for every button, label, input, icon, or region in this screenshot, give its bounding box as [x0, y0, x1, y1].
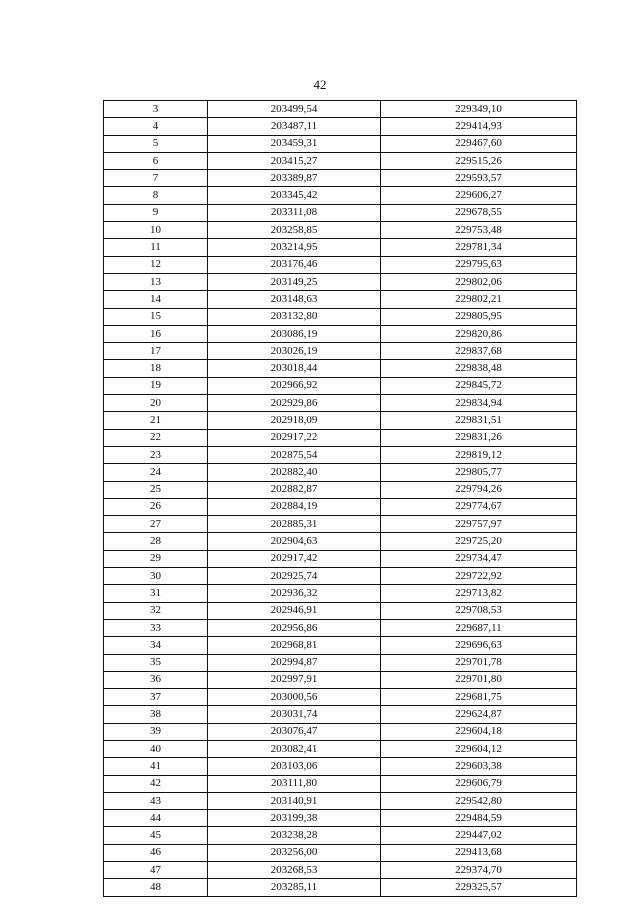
x-coordinate-cell: 203345,42: [208, 187, 381, 204]
table-row: [104, 758, 577, 775]
table-row: [104, 395, 577, 412]
table-row: [104, 844, 577, 861]
table-row: [104, 810, 577, 827]
point-number-cell: 31: [104, 585, 208, 602]
point-number-cell: 14: [104, 291, 208, 308]
point-number-cell: 27: [104, 516, 208, 533]
table-row: [104, 862, 577, 879]
table-row: [104, 706, 577, 723]
x-coordinate-cell: 202882,40: [208, 464, 381, 481]
x-coordinate-cell: 203389,87: [208, 170, 381, 187]
x-coordinate-cell: 203076,47: [208, 723, 381, 740]
y-coordinate-cell: 229819,12: [381, 446, 577, 463]
table-row: [104, 654, 577, 671]
x-coordinate-cell: 203459,31: [208, 135, 381, 152]
table-row: [104, 101, 577, 118]
table-row: [104, 135, 577, 152]
point-number-cell: 12: [104, 256, 208, 273]
table-row: [104, 619, 577, 636]
point-number-cell: 36: [104, 671, 208, 688]
point-number-cell: 26: [104, 498, 208, 515]
point-number-cell: 5: [104, 135, 208, 152]
table-row: [104, 429, 577, 446]
table-row: [104, 671, 577, 688]
x-coordinate-cell: 202946,91: [208, 602, 381, 619]
x-coordinate-cell: 203415,27: [208, 152, 381, 169]
table-row: [104, 204, 577, 221]
point-number-cell: 21: [104, 412, 208, 429]
table-row: [104, 637, 577, 654]
x-coordinate-cell: 203111,80: [208, 775, 381, 792]
y-coordinate-cell: 229678,55: [381, 204, 577, 221]
point-number-cell: 33: [104, 619, 208, 636]
x-coordinate-cell: 203258,85: [208, 222, 381, 239]
table-row: [104, 377, 577, 394]
x-coordinate-cell: 203000,56: [208, 689, 381, 706]
x-coordinate-cell: 203026,19: [208, 343, 381, 360]
x-coordinate-cell: 203238,28: [208, 827, 381, 844]
point-number-cell: 17: [104, 343, 208, 360]
x-coordinate-cell: 203285,11: [208, 879, 381, 896]
x-coordinate-cell: 202956,86: [208, 619, 381, 636]
point-number-cell: 15: [104, 308, 208, 325]
coordinates-table: [103, 100, 577, 897]
y-coordinate-cell: 229774,67: [381, 498, 577, 515]
y-coordinate-cell: 229701,80: [381, 671, 577, 688]
table-row: [104, 170, 577, 187]
point-number-cell: 18: [104, 360, 208, 377]
y-coordinate-cell: 229805,77: [381, 464, 577, 481]
table-row: [104, 446, 577, 463]
y-coordinate-cell: 229845,72: [381, 377, 577, 394]
y-coordinate-cell: 229805,95: [381, 308, 577, 325]
x-coordinate-cell: 202917,42: [208, 550, 381, 567]
point-number-cell: 29: [104, 550, 208, 567]
point-number-cell: 7: [104, 170, 208, 187]
point-number-cell: 24: [104, 464, 208, 481]
x-coordinate-cell: 203082,41: [208, 740, 381, 757]
x-coordinate-cell: 202997,91: [208, 671, 381, 688]
x-coordinate-cell: 202929,86: [208, 395, 381, 412]
y-coordinate-cell: 229834,94: [381, 395, 577, 412]
x-coordinate-cell: 202994,87: [208, 654, 381, 671]
point-number-cell: 16: [104, 325, 208, 342]
y-coordinate-cell: 229467,60: [381, 135, 577, 152]
y-coordinate-cell: 229603,38: [381, 758, 577, 775]
point-number-cell: 20: [104, 395, 208, 412]
y-coordinate-cell: 229413,68: [381, 844, 577, 861]
page-number: 42: [313, 77, 327, 92]
point-number-cell: 6: [104, 152, 208, 169]
x-coordinate-cell: 203148,63: [208, 291, 381, 308]
x-coordinate-cell: 202936,32: [208, 585, 381, 602]
x-coordinate-cell: 203031,74: [208, 706, 381, 723]
table-row: [104, 291, 577, 308]
y-coordinate-cell: 229593,57: [381, 170, 577, 187]
point-number-cell: 23: [104, 446, 208, 463]
y-coordinate-cell: 229820,86: [381, 325, 577, 342]
y-coordinate-cell: 229802,21: [381, 291, 577, 308]
table-row: [104, 585, 577, 602]
y-coordinate-cell: 229447,02: [381, 827, 577, 844]
y-coordinate-cell: 229831,26: [381, 429, 577, 446]
table-row: [104, 325, 577, 342]
table-row: [104, 481, 577, 498]
point-number-cell: 8: [104, 187, 208, 204]
table-row: [104, 533, 577, 550]
coordinates-table-body: [104, 101, 577, 897]
y-coordinate-cell: 229542,80: [381, 792, 577, 809]
point-number-cell: 41: [104, 758, 208, 775]
y-coordinate-cell: 229604,18: [381, 723, 577, 740]
x-coordinate-cell: 202925,74: [208, 568, 381, 585]
y-coordinate-cell: 229757,97: [381, 516, 577, 533]
x-coordinate-cell: 203214,95: [208, 239, 381, 256]
x-coordinate-cell: 203199,38: [208, 810, 381, 827]
table-row: [104, 118, 577, 135]
table-row: [104, 308, 577, 325]
point-number-cell: 34: [104, 637, 208, 654]
y-coordinate-cell: 229349,10: [381, 101, 577, 118]
x-coordinate-cell: 203487,11: [208, 118, 381, 135]
point-number-cell: 30: [104, 568, 208, 585]
x-coordinate-cell: 202968,81: [208, 637, 381, 654]
x-coordinate-cell: 202882,87: [208, 481, 381, 498]
point-number-cell: 4: [104, 118, 208, 135]
point-number-cell: 25: [104, 481, 208, 498]
table-row: [104, 222, 577, 239]
y-coordinate-cell: 229781,34: [381, 239, 577, 256]
table-row: [104, 273, 577, 290]
point-number-cell: 19: [104, 377, 208, 394]
x-coordinate-cell: 202885,31: [208, 516, 381, 533]
point-number-cell: 47: [104, 862, 208, 879]
point-number-cell: 37: [104, 689, 208, 706]
point-number-cell: 11: [104, 239, 208, 256]
point-number-cell: 43: [104, 792, 208, 809]
x-coordinate-cell: 202904,63: [208, 533, 381, 550]
point-number-cell: 39: [104, 723, 208, 740]
x-coordinate-cell: 202918,09: [208, 412, 381, 429]
table-row: [104, 152, 577, 169]
table-row: [104, 343, 577, 360]
table-row: [104, 792, 577, 809]
x-coordinate-cell: 202875,54: [208, 446, 381, 463]
table-row: [104, 568, 577, 585]
x-coordinate-cell: 203018,44: [208, 360, 381, 377]
x-coordinate-cell: 203176,46: [208, 256, 381, 273]
table-row: [104, 256, 577, 273]
y-coordinate-cell: 229708,53: [381, 602, 577, 619]
x-coordinate-cell: 202966,92: [208, 377, 381, 394]
y-coordinate-cell: 229414,93: [381, 118, 577, 135]
x-coordinate-cell: 203132,80: [208, 308, 381, 325]
y-coordinate-cell: 229701,78: [381, 654, 577, 671]
x-coordinate-cell: 203103,06: [208, 758, 381, 775]
table-row: [104, 516, 577, 533]
table-row: [104, 498, 577, 515]
y-coordinate-cell: 229325,57: [381, 879, 577, 896]
table-row: [104, 360, 577, 377]
y-coordinate-cell: 229687,11: [381, 619, 577, 636]
x-coordinate-cell: 202917,22: [208, 429, 381, 446]
point-number-cell: 28: [104, 533, 208, 550]
x-coordinate-cell: 203256,00: [208, 844, 381, 861]
x-coordinate-cell: 203149,25: [208, 273, 381, 290]
point-number-cell: 48: [104, 879, 208, 896]
point-number-cell: 10: [104, 222, 208, 239]
y-coordinate-cell: 229515,26: [381, 152, 577, 169]
y-coordinate-cell: 229837,68: [381, 343, 577, 360]
x-coordinate-cell: 203311,08: [208, 204, 381, 221]
table-row: [104, 550, 577, 567]
y-coordinate-cell: 229725,20: [381, 533, 577, 550]
table-row: [104, 602, 577, 619]
y-coordinate-cell: 229722,92: [381, 568, 577, 585]
y-coordinate-cell: 229734,47: [381, 550, 577, 567]
point-number-cell: 38: [104, 706, 208, 723]
y-coordinate-cell: 229795,63: [381, 256, 577, 273]
table-row: [104, 412, 577, 429]
y-coordinate-cell: 229606,79: [381, 775, 577, 792]
x-coordinate-cell: 203086,19: [208, 325, 381, 342]
point-number-cell: 44: [104, 810, 208, 827]
point-number-cell: 13: [104, 273, 208, 290]
point-number-cell: 40: [104, 740, 208, 757]
x-coordinate-cell: 203268,53: [208, 862, 381, 879]
y-coordinate-cell: 229713,82: [381, 585, 577, 602]
y-coordinate-cell: 229802,06: [381, 273, 577, 290]
table-row: [104, 740, 577, 757]
point-number-cell: 32: [104, 602, 208, 619]
point-number-cell: 46: [104, 844, 208, 861]
table-row: [104, 723, 577, 740]
point-number-cell: 3: [104, 101, 208, 118]
point-number-cell: 35: [104, 654, 208, 671]
y-coordinate-cell: 229604,12: [381, 740, 577, 757]
y-coordinate-cell: 229624,87: [381, 706, 577, 723]
point-number-cell: 45: [104, 827, 208, 844]
y-coordinate-cell: 229838,48: [381, 360, 577, 377]
table-row: [104, 775, 577, 792]
y-coordinate-cell: 229696,63: [381, 637, 577, 654]
x-coordinate-cell: 203140,91: [208, 792, 381, 809]
table-row: [104, 187, 577, 204]
x-coordinate-cell: 202884,19: [208, 498, 381, 515]
table-row: [104, 827, 577, 844]
y-coordinate-cell: 229831,51: [381, 412, 577, 429]
y-coordinate-cell: 229794,26: [381, 481, 577, 498]
x-coordinate-cell: 203499,54: [208, 101, 381, 118]
y-coordinate-cell: 229753,48: [381, 222, 577, 239]
y-coordinate-cell: 229484,59: [381, 810, 577, 827]
y-coordinate-cell: 229681,75: [381, 689, 577, 706]
table-row: [104, 689, 577, 706]
table-row: [104, 464, 577, 481]
point-number-cell: 9: [104, 204, 208, 221]
y-coordinate-cell: 229606,27: [381, 187, 577, 204]
y-coordinate-cell: 229374,70: [381, 862, 577, 879]
table-row: [104, 239, 577, 256]
table-row: [104, 879, 577, 896]
point-number-cell: 22: [104, 429, 208, 446]
point-number-cell: 42: [104, 775, 208, 792]
